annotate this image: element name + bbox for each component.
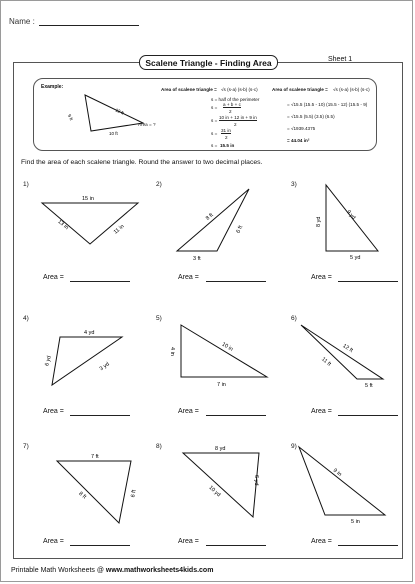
problem-7-side-top: 7 ft — [91, 454, 99, 460]
s-eq-2: 10 in + 12 in + 9 in — [219, 115, 257, 120]
s-eq-3-den: 2 — [225, 135, 228, 140]
s-eq-prefix-4: s = — [211, 143, 218, 148]
problem-2-side-right: 6 ft — [235, 224, 245, 235]
sheet-number: Sheet 1 — [328, 56, 353, 63]
problem-4-side-left: 6 yd — [44, 355, 53, 367]
problem-8-side-slant: 10 yd — [207, 484, 222, 499]
problem-6-answer[interactable] — [338, 415, 398, 416]
problem-2-side-bottom: 3 ft — [193, 256, 201, 262]
problem-8-side-top: 8 yd — [215, 446, 226, 452]
problem-7-side-right: 6 ft — [130, 489, 138, 498]
problem-9-number: 9) — [291, 443, 297, 450]
problem-9-side-slant: 9 in — [331, 467, 343, 478]
problem-9-answer[interactable] — [338, 545, 398, 546]
s-eq-3: 31 in — [221, 128, 231, 133]
problem-5-triangle — [169, 319, 273, 394]
example-label: Example: — [41, 84, 64, 90]
problem-5-side-slant: 10 in — [220, 341, 234, 353]
problem-4-area-label: Area = — [43, 408, 64, 415]
problem-8-number: 8) — [156, 443, 162, 450]
problem-7-number: 7) — [23, 443, 29, 450]
step-2: = √15.5 (5.5) (3.5) (6.5) — [287, 114, 335, 119]
s-eq-prefix-1: s = — [211, 105, 218, 110]
footer — [11, 567, 213, 574]
problem-3-side-slant: 9 yd — [345, 209, 357, 221]
problem-1-triangle — [36, 187, 146, 252]
problem-5-answer[interactable] — [206, 415, 266, 416]
problem-1-side-right: 11 in — [112, 223, 126, 236]
problem-4-number: 4) — [23, 315, 29, 322]
problem-7-triangle — [39, 449, 149, 529]
formula-label-2: Area of scalene triangle = — [272, 87, 328, 92]
example-area-question: Area = ? — [138, 122, 156, 127]
problem-9-side-bottom: 5 in — [351, 519, 360, 525]
problem-9-area-label: Area = — [311, 538, 332, 545]
problem-9-triangle — [291, 441, 391, 526]
example-side-b: 12 ft — [114, 107, 125, 116]
problem-3-area-label: Area = — [311, 274, 332, 281]
s-result: 15.5 in — [220, 143, 235, 148]
footer-prefix: Printable Math Worksheets @ — [11, 567, 104, 574]
problem-2-area-label: Area = — [178, 274, 199, 281]
problem-8-triangle — [173, 441, 273, 526]
problem-7-side-left: 8 ft — [77, 490, 88, 501]
problem-3-answer[interactable] — [338, 281, 398, 282]
s-eq-1-den: 2 — [229, 109, 232, 114]
problem-6-number: 6) — [291, 315, 297, 322]
problem-5-area-label: Area = — [178, 408, 199, 415]
problem-4-side-right: 3 yd — [98, 361, 111, 373]
problem-8-answer[interactable] — [206, 545, 266, 546]
worksheet-title: Scalene Triangle - Finding Area — [139, 55, 278, 70]
problem-2-triangle — [169, 185, 269, 265]
problem-4-side-top: 4 yd — [84, 330, 95, 336]
problem-7-area-label: Area = — [43, 538, 64, 545]
problem-8-area-label: Area = — [178, 538, 199, 545]
step-1: = √15.5 (15.5 - 10) (15.5 - 12) (15.5 - 9) — [287, 102, 368, 107]
problem-6-side-base: 5 ft — [365, 383, 373, 389]
name-label: Name : — [9, 17, 35, 26]
problem-6-side-bottom-slant: 11 ft — [320, 356, 332, 368]
formula-label-1: Area of scalene triangle = — [161, 87, 217, 92]
problem-1-side-top: 15 in — [82, 196, 94, 202]
problem-1-number: 1) — [23, 181, 29, 188]
footer-site-link[interactable]: www.mathworksheets4kids.com — [105, 567, 214, 574]
problem-3-side-bottom: 5 yd — [350, 255, 361, 261]
s-eq-prefix-2: s = — [211, 118, 218, 123]
formula-1: √s (s-a) (s-b) (s-c) — [221, 87, 258, 92]
example-result: = 44.04 in² — [287, 138, 310, 143]
problem-5-side-left: 4 in — [169, 347, 175, 356]
problem-2-number: 2) — [156, 181, 162, 188]
example-side-c: 10 ft — [109, 131, 118, 136]
problem-1-answer[interactable] — [70, 281, 130, 282]
step-3: = √1939.4375 — [287, 126, 316, 131]
problem-5-number: 5) — [156, 315, 162, 322]
problem-2-side-left: 8 ft — [204, 212, 215, 222]
problem-6-side-top: 12 ft — [341, 343, 354, 355]
s-eq-prefix-3: s = — [211, 131, 218, 136]
name-line[interactable] — [39, 25, 139, 26]
formula-2: √s (s-a) (s-b) (s-c) — [333, 87, 370, 92]
problem-4-triangle — [36, 323, 146, 393]
problem-2-answer[interactable] — [206, 281, 266, 282]
problem-3-side-left: 8 yd — [316, 216, 322, 227]
problem-6-area-label: Area = — [311, 408, 332, 415]
s-eq-2-den: 2 — [234, 122, 237, 127]
instructions: Find the area of each scalene triangle. Round the answer to two decimal places. — [21, 159, 263, 166]
problem-1-area-label: Area = — [43, 274, 64, 281]
problem-4-answer[interactable] — [70, 415, 130, 416]
problem-8-side-right: 6 yd — [253, 475, 259, 486]
problem-7-answer[interactable] — [70, 545, 130, 546]
example-triangle — [61, 93, 151, 138]
problem-5-side-bottom: 7 in — [217, 382, 226, 388]
s-definition: s = half of the perimeter — [211, 97, 260, 102]
problem-3-triangle — [306, 181, 386, 261]
example-side-a: 9 ft — [66, 113, 74, 122]
s-eq-1: a + b + c — [223, 102, 241, 107]
problem-3-number: 3) — [291, 181, 297, 188]
problem-1-side-left: 13 in — [56, 218, 70, 232]
problem-6-triangle — [297, 319, 397, 394]
